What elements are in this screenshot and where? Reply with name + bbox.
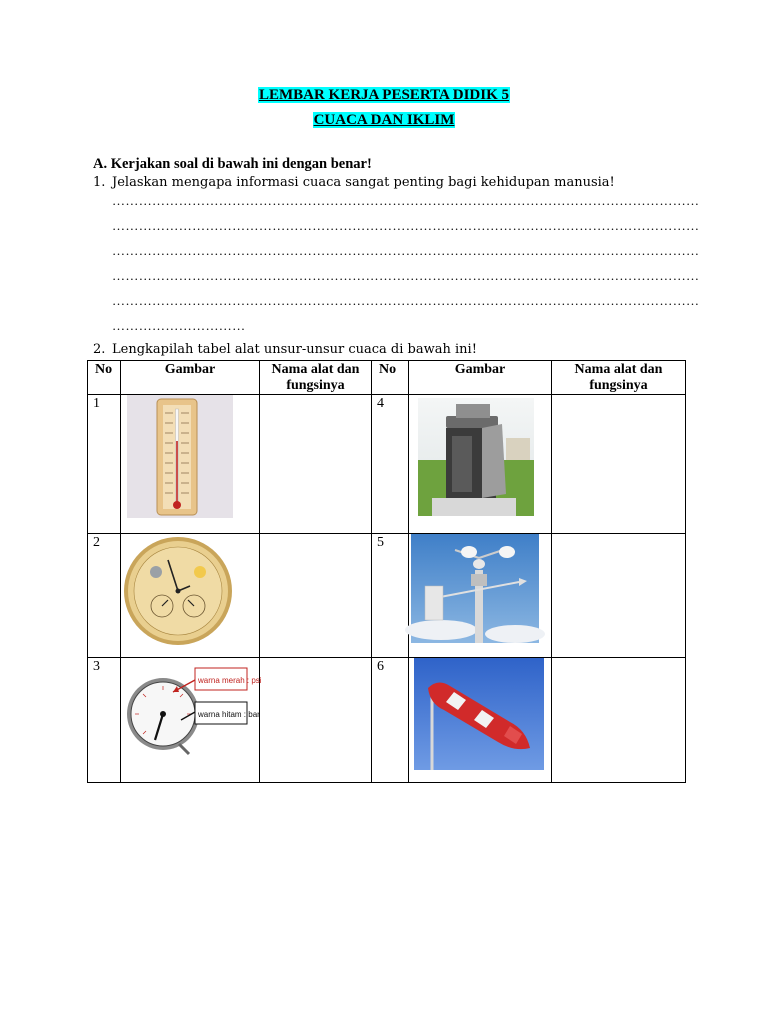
gauge-black-label: warna hitam : bar bbox=[198, 710, 260, 719]
stevenson-screen-image bbox=[418, 398, 534, 516]
header-gambar: Gambar bbox=[121, 361, 260, 395]
image-cell bbox=[121, 534, 260, 658]
answer-cell[interactable] bbox=[552, 658, 686, 783]
answer-cell[interactable] bbox=[260, 395, 372, 534]
barometer-image bbox=[122, 534, 234, 648]
image-cell bbox=[409, 534, 552, 658]
row-number: 2 bbox=[88, 534, 121, 658]
row-number: 1 bbox=[88, 395, 121, 534]
row-number: 6 bbox=[372, 658, 409, 783]
row-number: 4 bbox=[372, 395, 409, 534]
row-number: 5 bbox=[372, 534, 409, 658]
answer-line[interactable]: …………………………………………………………………………………………………………………… bbox=[112, 293, 700, 308]
windsock-image bbox=[414, 658, 544, 770]
table-row bbox=[88, 534, 686, 658]
row-number: 3 bbox=[88, 658, 121, 783]
table-row bbox=[88, 395, 686, 534]
table-header-row bbox=[88, 361, 686, 395]
question-1-text: Jelaskan mengapa informasi cuaca sangat penting bagi kehidupan manusia! bbox=[112, 175, 615, 190]
weather-instruments-table bbox=[87, 360, 686, 783]
worksheet-title: LEMBAR KERJA PESERTA DIDIK 5 bbox=[258, 87, 510, 103]
header-nama-alat: Nama alat dan fungsinya bbox=[552, 361, 686, 395]
answer-cell[interactable] bbox=[552, 534, 686, 658]
thermometer-image bbox=[127, 395, 233, 518]
worksheet-subtitle: CUACA DAN IKLIM bbox=[313, 112, 455, 128]
answer-line[interactable]: …………………………………………………………………………………………………………………… bbox=[112, 193, 700, 208]
answer-cell[interactable] bbox=[260, 658, 372, 783]
anemometer-image bbox=[411, 534, 539, 643]
header-no: No bbox=[372, 361, 409, 395]
answer-line[interactable]: …………………………………………………………………………………………………………………… bbox=[112, 243, 700, 258]
answer-line[interactable]: …………………………………………………………………………………………………………………… bbox=[112, 268, 700, 283]
table-row bbox=[88, 658, 686, 783]
header-gambar: Gambar bbox=[409, 361, 552, 395]
header-nama-alat: Nama alat dan fungsinya bbox=[260, 361, 372, 395]
answer-line[interactable]: ………………………… bbox=[112, 318, 246, 333]
pressure-gauge-image bbox=[125, 658, 262, 770]
image-cell bbox=[409, 395, 552, 534]
answer-cell[interactable] bbox=[552, 395, 686, 534]
image-cell bbox=[121, 658, 260, 783]
image-cell bbox=[409, 658, 552, 783]
gauge-red-label: warna merah : psi bbox=[198, 676, 262, 685]
header-no: No bbox=[88, 361, 121, 395]
question-2-text: Lengkapilah tabel alat unsur-unsur cuaca di bawah ini! bbox=[112, 342, 477, 357]
answer-line[interactable]: …………………………………………………………………………………………………………………… bbox=[112, 218, 700, 233]
section-a-heading: A. Kerjakan soal di bawah ini dengan benar! bbox=[93, 156, 372, 172]
question-1-number: 1. bbox=[93, 175, 106, 190]
answer-cell[interactable] bbox=[260, 534, 372, 658]
question-2-number: 2. bbox=[93, 342, 106, 357]
image-cell bbox=[121, 395, 260, 534]
